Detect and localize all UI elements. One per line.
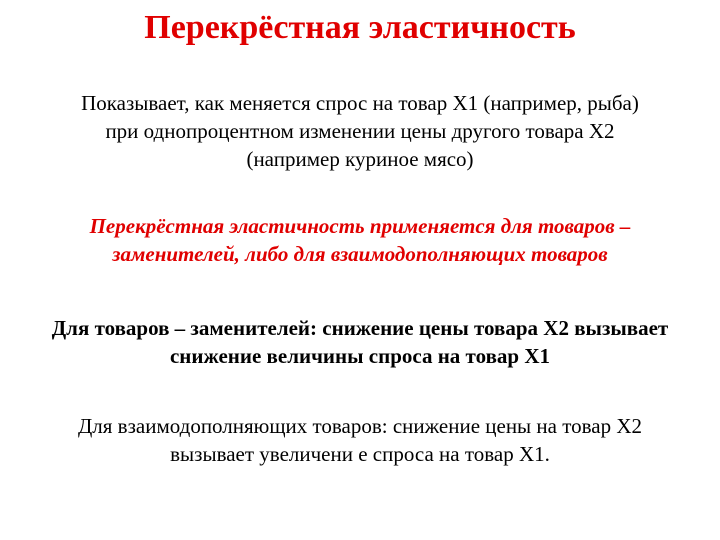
substitutes-line-2: снижение величины спроса на товар X1 xyxy=(169,344,551,368)
definition-line-1: Показывает, как меняется спрос на товар X1 (например, рыба) xyxy=(81,91,639,115)
application-line-2: заменителей, либо для взаимодополняющих товаров xyxy=(112,242,608,266)
definition-paragraph xyxy=(0,89,720,173)
complements-line-1: Для взаимодополняющих товаров: снижение цены на товар X2 xyxy=(77,414,643,438)
definition-line-3: (например куриное мясо) xyxy=(246,147,474,171)
complements-line-2: вызывает увеличени е спроса на товар X1. xyxy=(170,442,550,466)
application-line-1: Перекрёстная эластичность применяется для товаров – xyxy=(89,214,631,238)
definition-line-2: при однопроцентном изменении цены другого товара X2 xyxy=(105,119,615,143)
slide-title: Перекрёстная эластичность xyxy=(144,9,576,46)
substitutes-line-1: Для товаров – заменителей: снижение цены товара X2 вызывает xyxy=(51,316,669,340)
complements-paragraph xyxy=(0,412,720,468)
substitutes-paragraph xyxy=(0,314,720,370)
application-paragraph xyxy=(0,212,720,268)
